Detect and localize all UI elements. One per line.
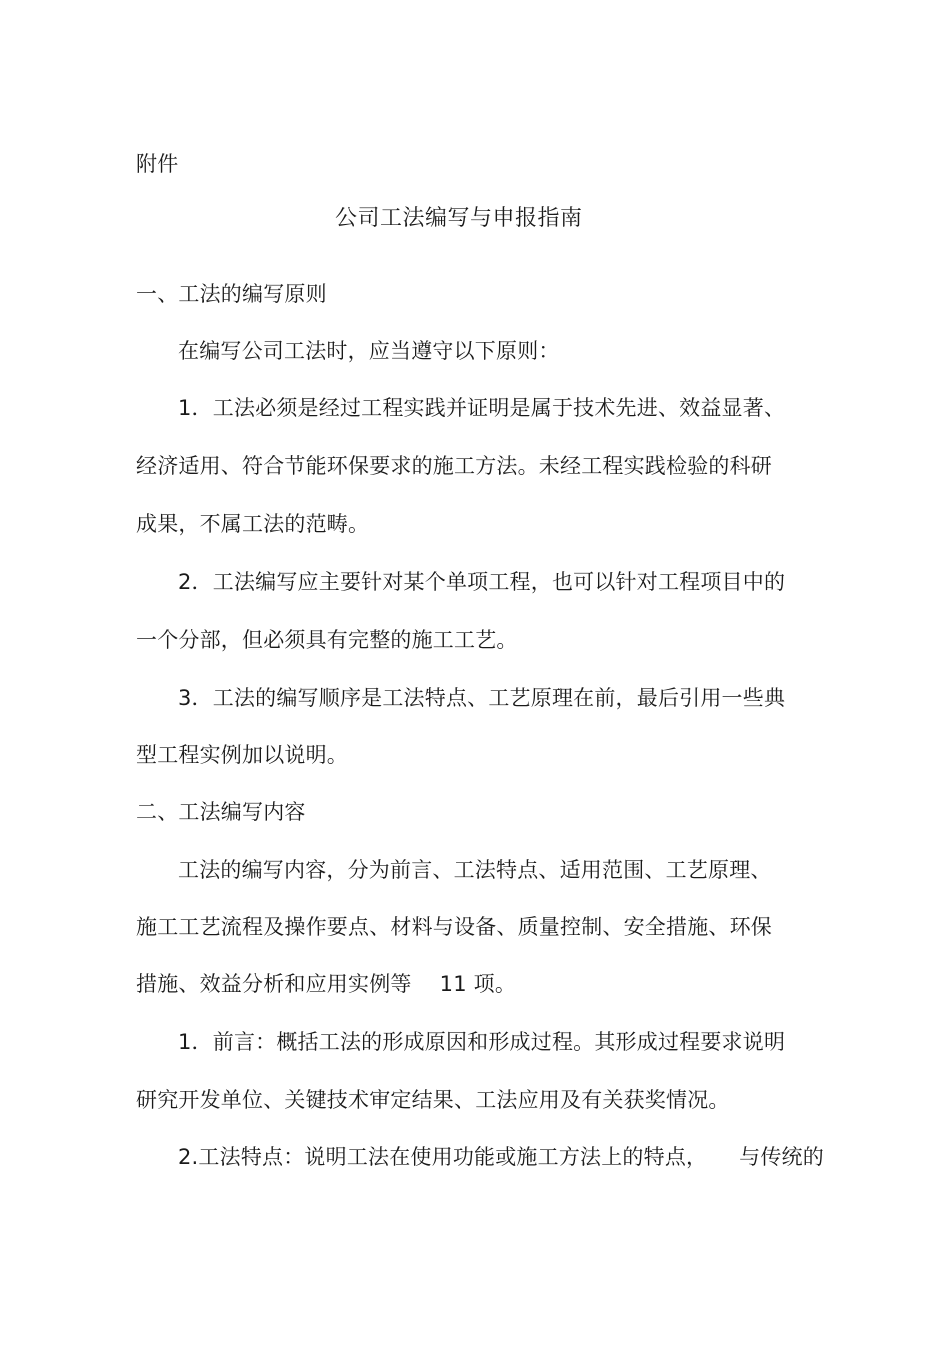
section-1-item-3-line-1: 3．工法的编写顺序是工法特点、工艺原理在前，最后引用一些典 (178, 686, 786, 710)
document-title: 公司工法编写与申报指南 (335, 206, 583, 231)
section-1-item-1-line-2: 经济适用、符合节能环保要求的施工方法。未经工程实践检验的科研 (136, 454, 772, 478)
attachment-label: 附件 (136, 152, 179, 176)
section-1-item-3-line-2: 型工程实例加以说明。 (136, 743, 348, 767)
section-1-item-2-line-2: 一个分部，但必须具有完整的施工工艺。 (136, 628, 518, 652)
section-1-intro: 在编写公司工法时，应当遵守以下原则： (178, 339, 560, 363)
section-1-heading: 一、工法的编写原则 (136, 282, 327, 306)
section-1-item-1-line-3: 成果，不属工法的范畴。 (136, 512, 370, 536)
section-2-intro-line-3: 措施、效益分析和应用实例等 11 项。 (136, 972, 517, 996)
section-2-item-1-line-2: 研究开发单位、关键技术审定结果、工法应用及有关获奖情况。 (136, 1088, 730, 1112)
section-2-intro-line-2: 施工工艺流程及操作要点、材料与设备、质量控制、安全措施、环保 (136, 915, 772, 939)
section-2-item-1-line-1: 1．前言：概括工法的形成原因和形成过程。其形成过程要求说明 (178, 1030, 786, 1054)
section-2-intro-line-1: 工法的编写内容，分为前言、工法特点、适用范围、工艺原理、 (178, 858, 772, 882)
section-1-item-2-line-1: 2．工法编写应主要针对某个单项工程，也可以针对工程项目中的 (178, 570, 786, 594)
section-1-item-1-line-1: 1．工法必须是经过工程实践并证明是属于技术先进、效益显著、 (178, 396, 786, 420)
section-2-heading: 二、工法编写内容 (136, 800, 306, 824)
section-2-item-2-line-1: 2.工法特点：说明工法在使用功能或施工方法上的特点， 与传统的 (178, 1145, 824, 1169)
